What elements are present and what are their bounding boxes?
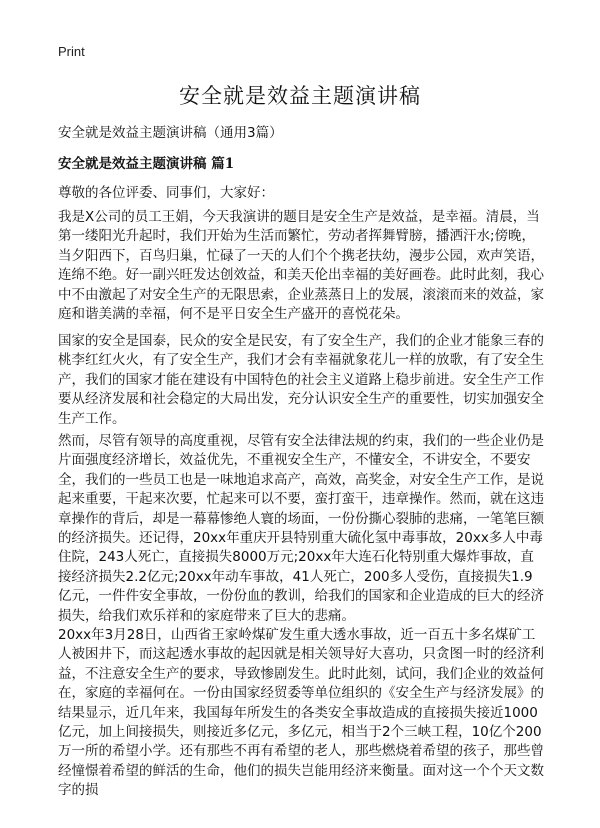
document-subtitle: 安全就是效益主题演讲稿（通用3篇） [58,125,283,141]
page-title: 安全就是效益主题演讲稿 [179,84,421,108]
body-paragraph: 20xx年3月28日，山西省王家岭煤矿发生重大透水事故，近一百五十多名煤矿工人被困井下，而这起透水事故的起因就是相关领导好大喜功，只贪图一时的经济利益，不注意安全生产的要求，导致惨剧发生。此时此刻，试问，我们企业的效益何在，家庭的幸福何在。一份由国家经贸委等单位组织的《安全生产与经济发展》的结果显示，近几年来，我国每年所发生的各类安全事故造成的直接损失接近1000亿元，加上间接损失，则接近多亿元，多亿元，相当于2个三峡工程，10亿个200万一所的希望小学。还有那些不再有希望的老人，那些燃烧着希望的孩子，那些曾经憧憬着希望的鲜活的生命，他们的损失岂能用经济来衡量。面对这一个个天文数字的损 [58,627,544,799]
body-paragraph: 我是X公司的员工王娟，今天我演讲的题目是安全生产是效益，是幸福。清晨，当第一缕阳光升起时，我们开始为生活而繁忙，劳动者挥舞臂膀，播洒汗水;傍晚，当夕阳西下，百鸟归巢，忙碌了一天的人们个个携老扶幼，漫步公园，欢声笑语，连绵不绝。好一副兴旺发达创效益，和美天伦出幸福的美好画卷。此时此刻，我心中不由激起了对安全生产的无限思索，企业蒸蒸日上的发展，滚滚而来的效益，家庭和谐美满的幸福，何不是平日安全生产盛开的喜悦花朵。 [58,209,544,323]
section-heading: 安全就是效益主题演讲稿 篇1 [58,156,235,172]
body-paragraph: 然而，尽管有领导的高度重视，尽管有安全法律法规的约束，我们的一些企业仍是片面强度经济增长，效益优先，不重视安全生产，不懂安全，不讲安全，不要安全，我们的一些员工也是一味地追求高产，高效，高奖金，对安全生产工作，是说起来重要，干起来次要，忙起来可以不要，蛮打蛮干，违章操作。然而，就在这违章操作的背后，却是一幕幕惨绝人寰的场面，一份份撕心裂肺的悲痛，一笔笔巨额的经济损失。还记得，20xx年重庆开县特别重大硫化氢中毒事故，20xx多人中毒住院，243人死亡，直接损失8000万元;20xx年大连石化特别重大爆炸事故，直接经济损失2.2亿元;20xx年动车事故，41人死亡，200多人受伤，直接损失1.9亿元，一件件安全事故，一份份血的教训，给我们的国家和企业造成的巨大的经济损失，给我们欢乐祥和的家庭带来了巨大的悲痛。 [58,433,544,624]
body-paragraph: 国家的安全是国泰，民众的安全是民安，有了安全生产，我们的企业才能象三春的桃李红红火火，有了安全生产，我们才会有幸福就象花儿一样的放歌，有了安全生产，我们的国家才能在建设有中国特色的社会主义道路上稳步前进。安全生产工作要从经济发展和社会稳定的大局出发，充分认识安全生产的重要性，切实加强安全生产工作。 [58,333,544,427]
greeting-line: 尊敬的各位评委、同事们，大家好： [58,185,274,201]
print-link[interactable]: Print [58,44,85,59]
